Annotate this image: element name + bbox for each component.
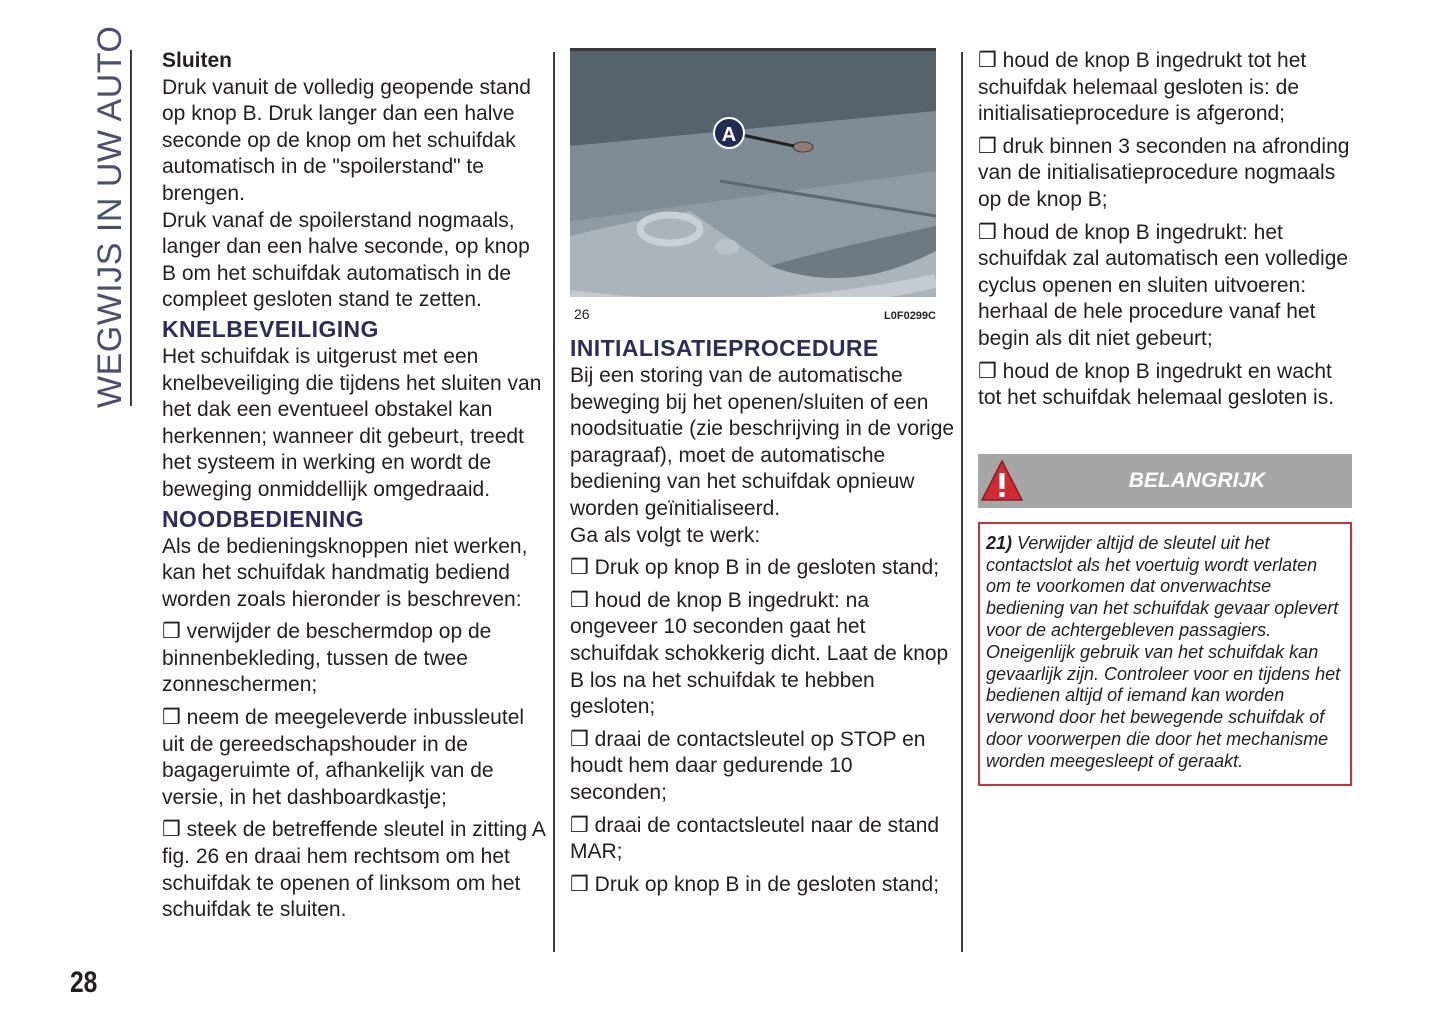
list-item: ❒ houd de knop B ingedrukt tot het schuifdak helemaal gesloten is: de initialisatieprocedure is afgerond; [978, 49, 1307, 126]
sunroof-illustration [570, 51, 936, 297]
list-item: ❒ druk binnen 3 seconden na afronding van de initialisatieprocedure nogmaals op de knop B; [978, 134, 1350, 211]
sunroof-figure [570, 48, 936, 297]
side-title-rule [130, 50, 132, 406]
list-item: ❒ draai de contactsleutel naar de stand MAR; [570, 813, 940, 864]
knelbeveiliging-heading: KNELBEVEILIGING [162, 315, 379, 342]
noodbediening-heading: NOODBEDIENING [162, 505, 364, 532]
sluiten-subheading: Sluiten [162, 49, 233, 72]
initialisatie-intro-2: Ga als volgt te werk: [570, 523, 761, 547]
figure-callout-a: A [721, 124, 737, 146]
list-item: ❒ verwijder de beschermdop op de binnenbekleding, tussen de twee zonneschermen; [162, 620, 492, 697]
list-item: ❒ Druk op knop B in de gesloten stand; [570, 872, 940, 896]
initialisatie-heading: INITIALISATIEPROCEDURE [570, 335, 879, 361]
sluiten-paragraph-1: Druk vanuit de volledig geopende stand op knop B. Druk langer dan een halve seconde op de knop om het schuifdak automatisch in de "spoilerstand" te brengen. [162, 75, 531, 205]
section-side-title: WEGWIJS IN UW AUTO [91, 25, 129, 408]
figure-code: L0F0299C [884, 310, 936, 322]
sluiten-paragraph-2: Druk vanaf de spoilerstand nogmaals, langer dan een halve seconde, op knop B om het schuifdak automatisch in de compleet gesloten stand te zetten. [162, 208, 530, 312]
list-item: ❒ houd de knop B ingedrukt: na ongeveer 10 seconden gaat het schuifdak schokkerig dicht. Laat de knop B los na het schuifdak te hebben gesloten; [570, 588, 949, 719]
list-item: ❒ draai de contactsleutel op STOP en houdt hem daar gedurende 10 seconden; [570, 727, 926, 804]
knelbeveiliging-text: Het schuifdak is uitgerust met een knelbeveiliging die tijdens het sluiten van het dak een eventueel obstakel kan herkennen; wanneer dit gebeurt, treedt het systeem in werking en wordt de beweging onmiddellijk omgedraaid. [162, 344, 542, 501]
warning-box [978, 522, 1352, 787]
column-divider-2 [961, 52, 963, 952]
list-item: ❒ houd de knop B ingedrukt: het schuifdak zal automatisch een volledige cyclus openen en sluiten uitvoeren: herhaal de hele procedure vanaf het begin als dit niet gebeurt; [978, 220, 1349, 350]
column-divider-1 [553, 52, 555, 952]
initialisatie-intro: Bij een storing van de automatische beweging bij het openen/sluiten of een noodsituatie (zie beschrijving in de vorige paragraaf), moet de automatische bediening van het schuifdak opnieuw worden geïnitialiseerd. [570, 364, 955, 520]
warning-header [978, 454, 1352, 508]
page-number: 28 [70, 966, 98, 999]
list-item: ❒ steek de betreffende sleutel in zitting A fig. 26 en draai hem rechtsom om het schuifdak te openen of linksom om het schuifdak te sluiten. [162, 818, 545, 922]
list-item: ❒ houd de knop B ingedrukt en wacht tot het schuifdak helemaal gesloten is. [978, 359, 1335, 410]
column-1 [162, 48, 547, 924]
figure-number: 26 [574, 306, 590, 322]
warning-number: 21) [986, 532, 1013, 553]
warning-text: Verwijder altijd de sleutel uit het contactslot als het voertuig wordt verlaten om te voorkomen dat onverwachtse bediening van het schuifdak gevaar oplevert voor de achtergebleven passagiers. Oneigenlijk gebruik van het schuifdak kan gevaarlijk zijn. Controleer voor en tijdens het bedienen altijd of iemand kan worden verwond door het bewegende schuifdak of door voorwerpen die door het mechanisme worden meegesleept of geraakt. [986, 532, 1341, 771]
list-item: ❒ neem de meegeleverde inbussleutel uit de gereedschapshouder in de bagageruimte of, afhankelijk van de versie, in het dashboardkastje; [162, 706, 525, 809]
column-3 [978, 48, 1353, 786]
figure-caption [570, 297, 936, 323]
noodbediening-text: Als de bedieningsknoppen niet werken, kan het schuifdak handmatig bediend worden zoals hieronder is beschreven: [162, 534, 528, 611]
column-2 [570, 48, 955, 898]
list-item: ❒ Druk op knop B in de gesloten stand; [570, 556, 940, 580]
warning-title: BELANGRIJK [1128, 468, 1266, 492]
